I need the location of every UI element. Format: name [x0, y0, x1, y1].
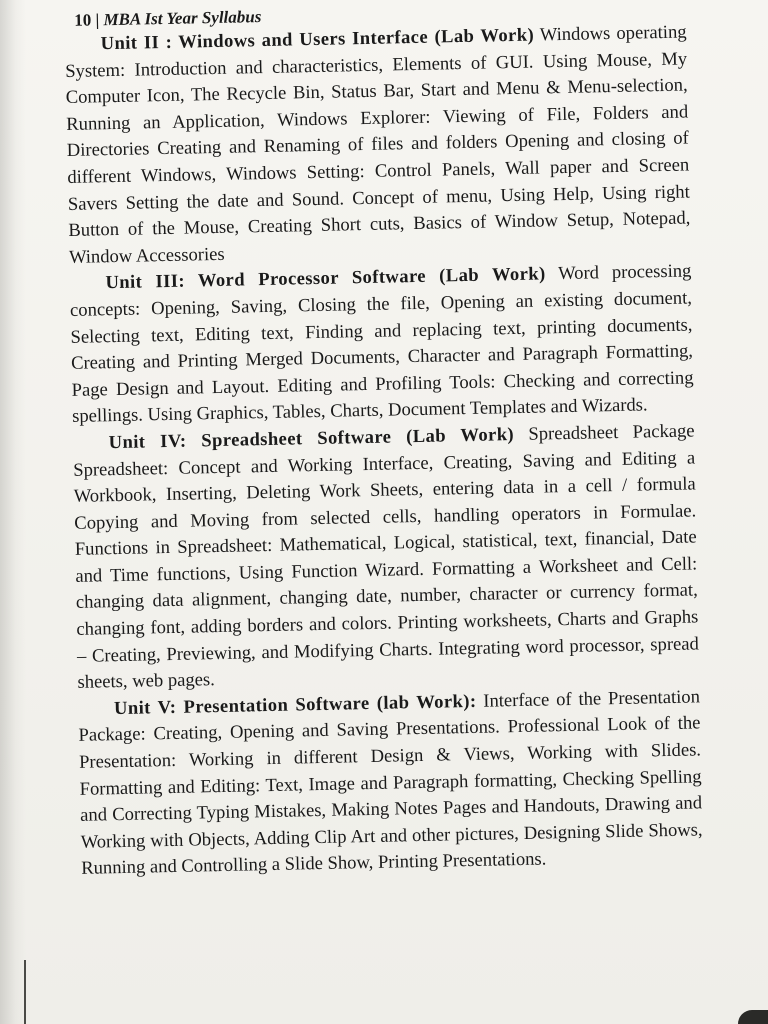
unit-2-title: Unit II : Windows and Users Interface (Lab Work)	[100, 24, 535, 55]
page-fold-shadow	[0, 0, 26, 1024]
header-separator: |	[95, 10, 100, 30]
unit-5-body: Interface of the Presentation Package: Creating, Opening and Saving Presentations. Professional Look of the Presentation: Working in different Design & Views, Working with Slides. Formatting and Editing: Text, Image and Paragraph formatting, Checking Spelling and Correcting Typing Mistakes, Making Notes Pages and Handouts, Drawing and Working with Objects, Adding Clip Art and other pictures, Designing Slide Shows, Running and Controlling a Slide Show, Printing Presentations.	[78, 686, 703, 880]
unit-4-body: Spreadsheet Package Spreadsheet: Concept and Working Interface, Creating, Saving and Editing a Workbook, Inserting, Deleting Work Sheets, entering data in a cell / formula Copying and Moving from selected cells, handling operators in Formulae. Functions in Spreadsheet: Mathematical, Logical, statistical, text, financial, Date and Time functions, Using Function Wizard. Formatting a Worksheet and Cell: changing data alignment, changing date, number, character or currency format, changing font, adding borders and colors. Printing worksheets, Charts and Graphs – Creating, Previewing, and Modifying Charts. Integrating word processor, spread sheets, web pages.	[73, 420, 700, 694]
unit-3-body: Word processing concepts: Opening, Saving, Closing the file, Opening an existing document, Selecting text, Editing text, Finding and replacing text, printing documents, Creating and Printing Merged Documents, Character and Paragraph Formatting, Page Design and Layout. Editing and Profiling Tools: Checking and correcting spellings. Using Graphics, Tables, Charts, Document Templates and Wizards.	[69, 260, 694, 428]
unit-5-title: Unit V: Presentation Software (lab Work):	[113, 690, 477, 719]
unit-5-paragraph	[78, 684, 704, 883]
unit-2-paragraph	[64, 20, 691, 272]
course-title: MBA Ist Year Syllabus	[103, 7, 262, 30]
unit-3-paragraph	[69, 259, 694, 431]
syllabus-content	[64, 0, 703, 883]
corner-shadow	[738, 1010, 768, 1024]
unit-3-title: Unit III: Word Processor Software (Lab Work)	[105, 263, 546, 294]
unit-2-body: Windows operating System: Introduction and characteristics, Elements of GUI. Using Mouse, My Computer Icon, The Recycle Bin, Status Bar, Start and Menu & Menu-selection, Running an Application, Windows Explorer: Viewing of File, Folders and Directories Creating and Renaming of files and folders Opening and closing of different Windows, Windows Setting: Control Panels, Wall paper and Screen Savers Setting the date and Sound. Concept of menu, Using Help, Using right Button of the Mouse, Creating Short cuts, Basics of Window Setup, Notepad, Window Accessories	[65, 21, 691, 268]
unit-4-title: Unit IV: Spreadsheet Software (Lab Work)	[108, 423, 515, 454]
page-edge-line	[24, 960, 26, 1024]
page-number: 10	[74, 10, 92, 30]
unit-4-paragraph	[72, 418, 699, 696]
